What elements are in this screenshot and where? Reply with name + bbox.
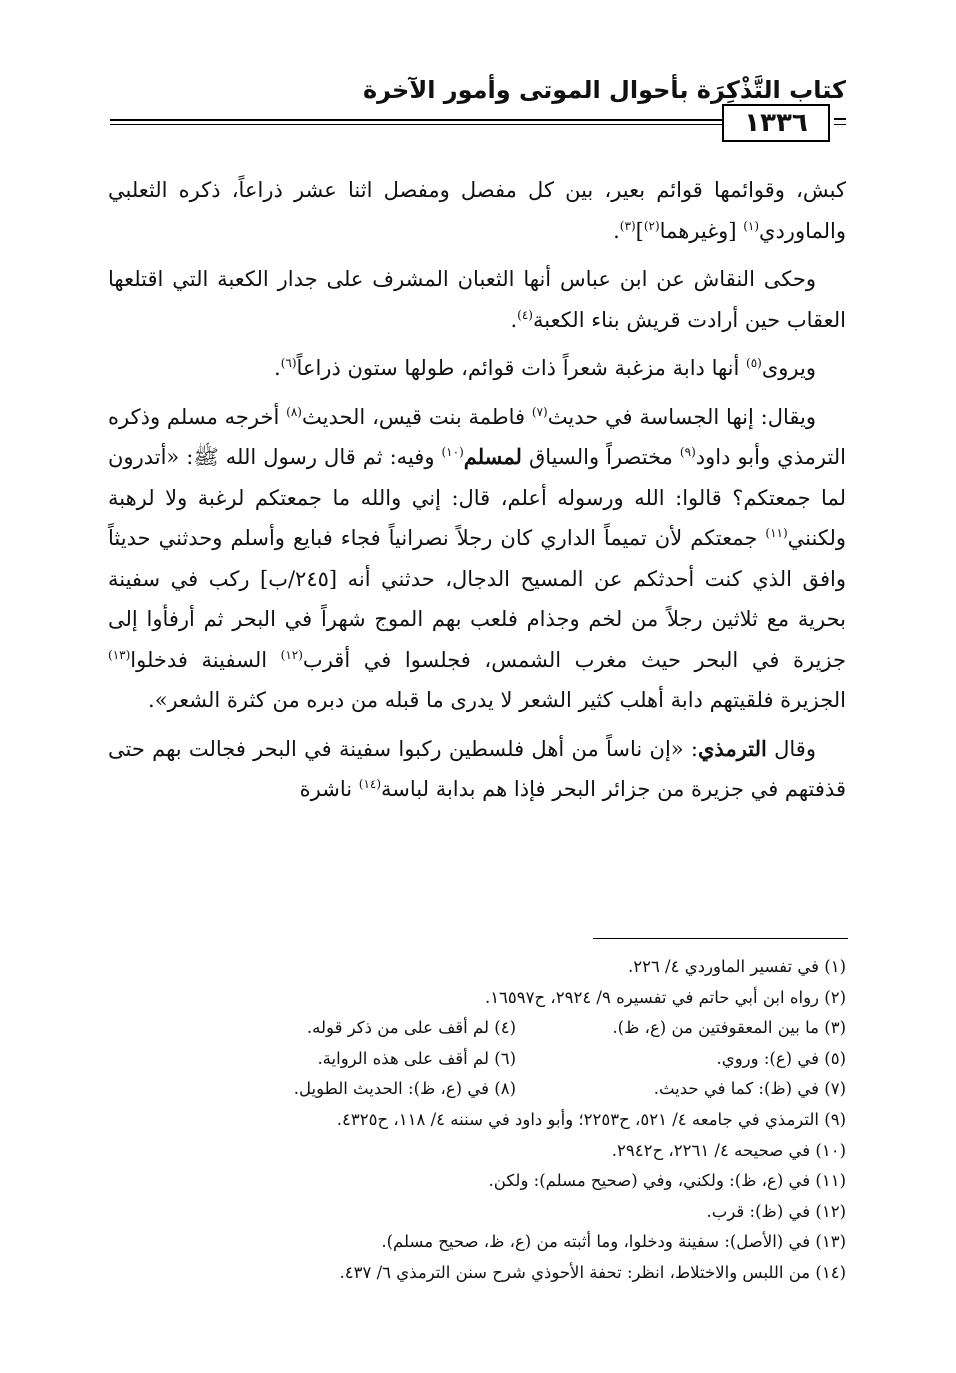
footnote-ref: (٥): [746, 356, 762, 370]
footnote-11: (١١) في (ع، ظ): ولكني، وفي (صحيح مسلم): ولكن.: [488, 1171, 846, 1191]
footnote-7: (٧) في (ظ): كما في حديث.: [653, 1079, 846, 1099]
text-run: : «إن ناساً من أهل فلسطين ركبوا سفينة في البحر فجالت بهم حتى قذفتهم في جزيرة من جزائر البحر فإذا هم بدابة لباسة: [108, 736, 846, 801]
footnote-2: (٢) رواه ابن أبي حاتم في تفسيره ٩/ ٢٩٢٤، ح١٦٥٩٧.: [484, 987, 846, 1007]
bold-term: الترمذي: [698, 735, 767, 761]
footnote-row: [108, 1013, 846, 1044]
footnote-ref: (١): [743, 218, 760, 233]
footnote-5: (٥) في (ع): وروي.: [716, 1048, 846, 1068]
footnote-ref: (١١): [765, 526, 788, 540]
footnotes: [108, 952, 846, 1289]
text-run: جمعتكم لأن تميماً الداري كان رجلاً نصرانياً فجاء فبايع وأسلم وحدثني حديثاً وافق الذي كنت أحدثكم عن المسيح الدجال، حدثني أنه [٢٤٥/ب] ركب في سفينة بحرية مع ثلاثين رجلاً من لخم وجذام فلعب بهم الموج شهراً في البحر ثم أرفأوا إلى جزيرة في البحر حيث مغرب الشمس، فجلسوا في أقرب: [108, 526, 846, 672]
footnote-ref: (٤): [517, 307, 533, 322]
footnote-row: [108, 1166, 846, 1197]
footnote-row: [108, 952, 846, 983]
footnote-10: (١٠) في صحيحه ٤/ ٢٢٦١، ح٢٩٤٢.: [611, 1140, 846, 1160]
footnote-ref: (١٤): [358, 777, 382, 791]
text-run: .: [274, 356, 281, 380]
footnote-6: (٦) لم أقف على هذه الرواية.: [317, 1048, 516, 1068]
footnote-ref: (٨): [286, 404, 302, 419]
text-run: وقال: [766, 736, 816, 761]
text-run: .: [510, 307, 518, 332]
text-run: كبش، وقوائمها قوائم بعير، بين كل مفصل ومفصل اثنا عشر ذراعاً، ذكره الثعلبي والماوردي: [108, 178, 846, 243]
footnote-ref: (١٣): [108, 647, 131, 662]
footnote-ref: (٣): [619, 218, 636, 233]
paragraph: [108, 397, 846, 721]
running-title: كتاب التَّذْكِرَة بأحوال الموتى وأمور الآخرة: [362, 76, 846, 104]
footnote-row: [108, 1074, 846, 1105]
footnote-ref: (٢): [643, 218, 660, 233]
footnote-ref: (٦): [280, 356, 297, 370]
paragraph: [108, 729, 846, 810]
text-run: .: [613, 218, 620, 243]
footnote-ref: (٧): [531, 404, 548, 419]
footnote-14: (١٤) من اللبس والاختلاط، انظر: تحفة الأحوذي شرح سنن الترمذي ٦/ ٤٣٧.: [339, 1262, 846, 1282]
footnote-row: [108, 1044, 846, 1075]
footnote-8: (٨) في (ع، ظ): الحديث الطويل.: [293, 1079, 516, 1099]
text-run: [وغيرهما: [659, 218, 744, 243]
footnote-ref: (٩): [679, 445, 696, 459]
footnote-1: (١) في تفسير الماوردي ٤/ ٢٢٦.: [627, 957, 846, 976]
footnote-3: (٣) ما بين المعقوفتين من (ع، ظ).: [612, 1018, 846, 1038]
page-number: ١٣٣٦: [722, 104, 830, 142]
text-run: وحكى النقاش عن ابن عباس أنها الثعبان المشرف على جدار الكعبة التي اقتلعها العقاب حين أرادت قريش بناء الكعبة: [108, 267, 846, 332]
text-run: ويقال: إنها الجساسة في حديث: [547, 404, 816, 429]
paragraph: [108, 259, 846, 340]
footnote-ref: (١٢): [280, 647, 303, 662]
text-run: السفينة فدخلوا: [130, 647, 281, 672]
text-run: ويروى: [761, 356, 816, 380]
text-run: وفيه: ثم قال رسول الله ﷺ: «أتدرون لما جمعتكم؟ قالوا: الله ورسوله أعلم، قال: إني والله ما جمعتكم لرغبة ولا لرهبة ولكنني: [108, 445, 846, 550]
footnote-row: [108, 1136, 846, 1167]
footnote-4: (٤) لم أقف على من ذكر قوله.: [306, 1018, 516, 1038]
paragraph: [108, 170, 846, 251]
footnote-separator: [593, 938, 848, 939]
main-text: [108, 170, 846, 818]
footnote-row: [108, 1197, 846, 1228]
header-rule: [110, 119, 722, 121]
footnote-9: (٩) الترمذي في جامعه ٤/ ٥٢١، ح٢٢٥٣؛ وأبو داود في سننه ٤/ ١١٨، ح٤٣٢٥.: [336, 1109, 846, 1129]
footnote-row: [108, 1105, 846, 1136]
text-run: فاطمة بنت قيس، الحديث: [301, 404, 532, 429]
text-run: أخرجه مسلم وذكره الترمذي وأبو داود: [108, 404, 846, 469]
bold-term: لمسلم: [463, 444, 522, 469]
footnote-row: [108, 1258, 846, 1289]
header-rule-right-thin: [834, 124, 846, 125]
header-rule-thin: [110, 124, 722, 125]
header-rule-right: [834, 118, 846, 120]
text-run: ناشرة: [299, 777, 359, 801]
text-run: الجزيرة فلقيتهم دابة أهلب كثير الشعر لا يدرى ما قبله من دبره من كثرة الشعر».: [148, 688, 846, 712]
text-run: أنها دابة مزغبة شعراً ذات قوائم، طولها ستون ذراعاً: [296, 356, 747, 380]
text-run: مختصراً والسياق: [521, 445, 680, 469]
paragraph: [108, 348, 846, 389]
text-run: ]: [635, 218, 644, 243]
footnote-13: (١٣) في (الأصل): سفينة ودخلوا، وما أثبته من (ع، ظ، صحيح مسلم).: [381, 1232, 846, 1252]
footnote-12: (١٢) في (ظ): قرب.: [706, 1201, 846, 1221]
footnote-row: [108, 983, 846, 1014]
footnote-ref: (١٠): [441, 445, 464, 459]
footnote-row: [108, 1227, 846, 1258]
